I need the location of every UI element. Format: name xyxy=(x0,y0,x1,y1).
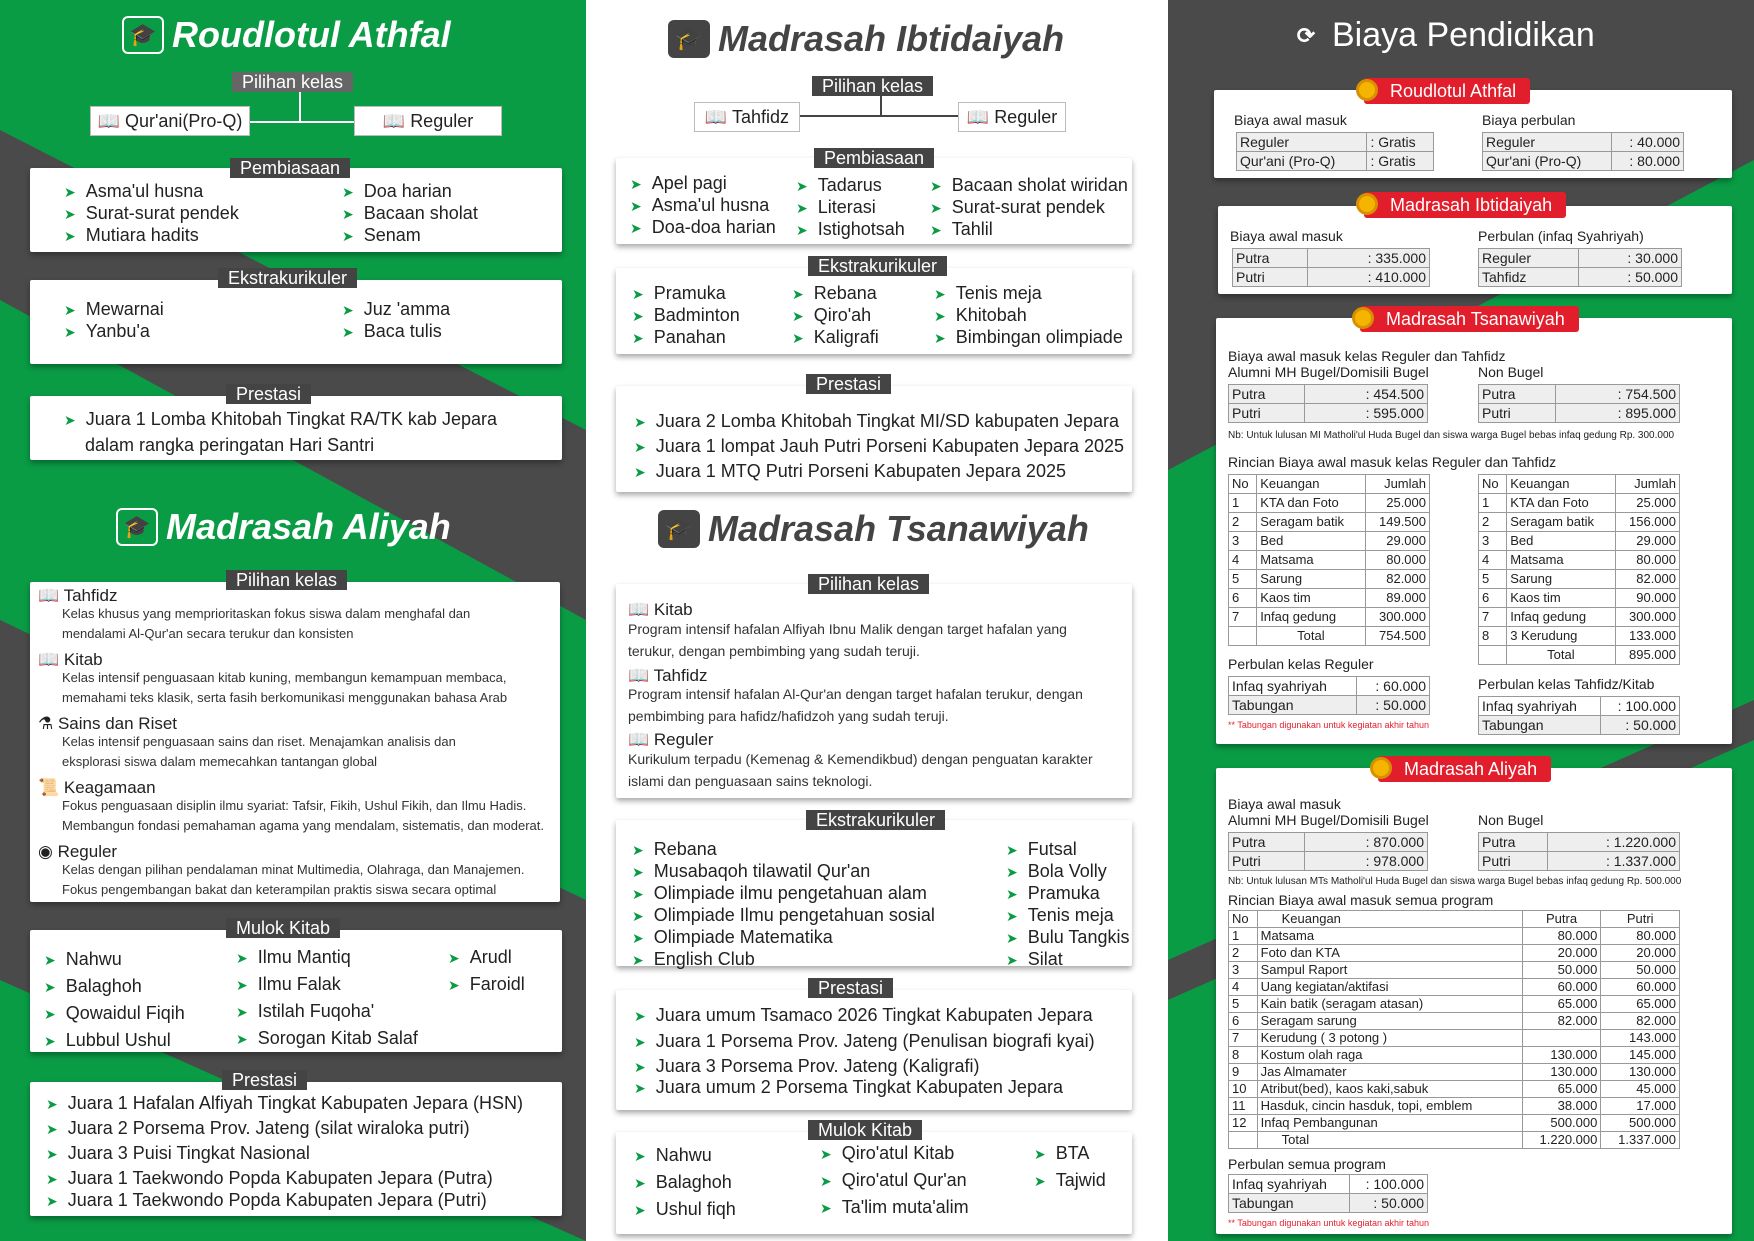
book-icon: 📖 xyxy=(38,650,64,669)
fee-table: Reguler : 40.000 Qur'ani (Pro-Q) : 80.000 xyxy=(1482,132,1684,171)
list-item: ➤ Bacaan sholat xyxy=(342,203,478,223)
biaya-label: Non Bugel xyxy=(1478,364,1544,380)
mts-mulok-tag: Mulok Kitab xyxy=(808,1120,922,1140)
mi-kelas-tahfidz-label: Tahfidz xyxy=(732,107,790,127)
panel-biaya xyxy=(1168,0,1754,1241)
list-item: ➤ Mutiara hadits xyxy=(64,225,199,245)
list-item: ➤ Nahwu xyxy=(634,1145,712,1165)
list-item: ➤ Literasi xyxy=(796,197,876,217)
list-item: ➤ Juara 2 Lomba Khitobah Tingkat MI/SD kabupaten Jepara xyxy=(634,411,1120,431)
program-desc: eksplorasi siswa dalam memecahkan tantangan global xyxy=(62,754,378,769)
list-item: ➤ Qiro'atul Qur'an xyxy=(820,1170,967,1190)
mi-kelas-reguler-label: Reguler xyxy=(994,107,1058,127)
book-icon: 📖 xyxy=(382,111,411,131)
biaya-mi-card xyxy=(1218,206,1732,294)
program-desc: mendalami Al-Qur'an secara terukur dan konsisten xyxy=(62,626,354,641)
list-item: ➤ Lubbul Ushul xyxy=(44,1030,171,1050)
medal-icon xyxy=(1352,307,1374,329)
biaya-label: Biaya awal masuk xyxy=(1230,228,1343,244)
list-item: ➤ Arudl xyxy=(448,947,512,967)
biaya-label: Biaya awal masuk kelas Reguler dan Tahfidz xyxy=(1228,348,1506,364)
ma-heading xyxy=(116,506,451,548)
list-item: ➤ Musabaqoh tilawatil Qur'an xyxy=(632,861,871,881)
fee-table: No Keuangan Jumlah 1 KTA dan Foto 25.000 2 Seragam batik 149.500 3 Bed 29.000 4 Matsama 80.000 5 Sarung 82.000 6 Kaos tim 89.000 7 Infaq gedung 300.000 Total 754.500 xyxy=(1228,474,1430,646)
fee-table: Infaq syahriyah : 60.000 Tabungan : 50.000 xyxy=(1228,676,1430,715)
program-name: 📖 Kitab xyxy=(38,650,103,669)
list-item: ➤ Senam xyxy=(342,225,421,245)
graduation-cap-icon: 🎓 xyxy=(122,16,164,54)
biaya-note: Nb: Untuk lulusan MTs Matholi'ul Huda Bugel dan siswa warga Bugel bebas infaq gedung Rp. 500.000 xyxy=(1228,876,1682,887)
book-icon: 📖 xyxy=(966,107,995,127)
list-item: ➤ Juara 3 Porsema Prov. Jateng (Kaligrafi) xyxy=(634,1056,980,1076)
pin-icon: ◉ xyxy=(38,842,58,861)
ra-kelas-quran-label: Qur'ani(Pro-Q) xyxy=(124,111,243,131)
ra-pembiasaan-card xyxy=(30,168,562,252)
ra-pembiasaan-tag: Pembiasaan xyxy=(230,158,350,178)
list-item: ➤ Juara 1 MTQ Putri Porseni Kabupaten Jepara 2025 xyxy=(634,461,1066,481)
ra-title: Roudlotul Athfal xyxy=(172,14,451,55)
ra-pilihan-tag: Pilihan kelas xyxy=(232,72,353,92)
list-item: ➤ Asma'ul husna xyxy=(64,181,204,201)
biaya-label: Biaya awal masuk xyxy=(1228,796,1341,812)
fee-table: Putra : 454.500 Putri : 595.000 xyxy=(1228,384,1428,423)
list-item: ➤ Bacaan sholat wiridan xyxy=(930,175,1128,195)
biaya-label: Alumni MH Bugel/Domisili Bugel xyxy=(1228,364,1429,380)
mi-title: Madrasah Ibtidaiyah xyxy=(718,18,1065,59)
list-item: ➤ Rebana xyxy=(792,283,877,303)
list-item: ➤ Juara 1 Hafalan Alfiyah Tingkat Kabupaten Jepara (HSN) xyxy=(46,1093,523,1113)
biaya-label: Perbulan (infaq Syahriyah) xyxy=(1478,228,1644,244)
list-item: ➤ Istighotsah xyxy=(796,219,905,239)
medal-icon xyxy=(1356,193,1378,215)
program-desc: Kelas intensif penguasaan sains dan riset. Menajamkan analisis dan xyxy=(62,734,456,749)
fee-table: Putra : 335.000 Putri : 410.000 xyxy=(1232,248,1430,287)
biaya-label: Rincian Biaya awal masuk semua program xyxy=(1228,892,1494,908)
list-item: ➤ Juara 2 Porsema Prov. Jateng (silat wiraloka putri) xyxy=(46,1118,470,1138)
list-item: ➤ Qiro'ah xyxy=(792,305,872,325)
fee-table: Putra : 870.000 Putri : 978.000 xyxy=(1228,832,1428,871)
program-desc: Fokus pengembangan bakat dan keterampilan praktis siswa secara optimal xyxy=(62,882,497,897)
list-item: ➤ Nahwu xyxy=(44,949,122,969)
program-name: 📖 Tahfidz xyxy=(628,666,708,685)
list-item: ➤ Tenis meja xyxy=(1006,905,1114,925)
list-item: ➤ Juara 1 Porsema Prov. Jateng (Penulisan biografi kyai) xyxy=(634,1031,1095,1051)
list-item: ➤ Sorogan Kitab Salaf xyxy=(236,1028,418,1048)
program-desc: Kelas intensif penguasaan kitab kuning, membangun kemampuan membaca, xyxy=(62,670,507,685)
list-item: ➤ Apel pagi xyxy=(630,173,727,193)
book-icon: 📖 xyxy=(38,586,64,605)
program-desc: Membangun fondasi pemahaman agama yang mendalam, sistematis, dan moderat. xyxy=(62,818,544,833)
program-desc: Kelas dengan pilihan pendalaman minat Multimedia, Olahraga, dan Manajemen. xyxy=(62,862,525,877)
fee-table: No Keuangan Jumlah 1 KTA dan Foto 25.000 2 Seragam batik 156.000 3 Bed 29.000 4 Matsama 80.000 5 Sarung 82.000 6 Kaos tim 90.000 7 Infaq gedung 300.000 8 3 Kerudung 133.000 Total 895.000 xyxy=(1478,474,1680,665)
mi-heading xyxy=(668,18,1064,60)
mi-ekstra-card xyxy=(616,268,1132,354)
list-item: ➤ Kaligrafi xyxy=(792,327,879,347)
mts-ekstra-card xyxy=(616,820,1132,969)
mi-prestasi-tag: Prestasi xyxy=(806,374,891,394)
list-item: ➤ Rebana xyxy=(632,839,717,859)
list-item: ➤ Tajwid xyxy=(1034,1170,1106,1190)
fee-table: Putra : 754.500 Putri : 895.000 xyxy=(1478,384,1680,423)
list-item: ➤ Balaghoh xyxy=(44,976,142,996)
list-item: ➤ Bulu Tangkis xyxy=(1006,927,1130,947)
biaya-label: Rincian Biaya awal masuk kelas Reguler dan Tahfidz xyxy=(1228,454,1557,470)
list-item: ➤ Qiro'atul Kitab xyxy=(820,1143,955,1163)
list-item: ➤ Doa harian xyxy=(342,181,452,201)
mi-ekstra-tag: Ekstrakurikuler xyxy=(808,256,947,276)
biaya-label: Biaya perbulan xyxy=(1482,112,1576,128)
mi-kelas-reguler[interactable] xyxy=(958,102,1066,132)
biaya-heading xyxy=(1288,16,1595,55)
biaya-label: Perbulan kelas Tahfidz/Kitab xyxy=(1478,676,1655,692)
list-item: ➤ Juara 1 Lomba Khitobah Tingkat RA/TK kab Jepara xyxy=(64,409,497,429)
medal-icon xyxy=(1356,79,1378,101)
list-item: ➤ Ushul fiqh xyxy=(634,1199,736,1219)
list-item: ➤ Badminton xyxy=(632,305,740,325)
program-desc: Program intensif hafalan Alfiyah Ibnu Malik dengan target hafalan yang xyxy=(628,621,1067,637)
mi-pembiasaan-tag: Pembiasaan xyxy=(814,148,934,168)
list-item: ➤ Baca tulis xyxy=(342,321,442,341)
mi-pembiasaan-card xyxy=(616,158,1132,244)
list-item: ➤ Khitobah xyxy=(934,305,1027,325)
list-item: ➤ Asma'ul husna xyxy=(630,195,770,215)
biaya-rednote: ** Tabungan digunakan untuk kegiatan akhir tahun xyxy=(1228,720,1429,730)
list-item: ➤ Bola Volly xyxy=(1006,861,1107,881)
biaya-label: Perbulan semua program xyxy=(1228,1156,1386,1172)
ribbon-mi: Madrasah Ibtidaiyah xyxy=(1364,192,1566,218)
money-cycle-icon: ⟳ xyxy=(1296,22,1316,48)
book-icon: 📖 xyxy=(628,600,654,619)
mts-program-card xyxy=(616,584,1132,798)
list-item: ➤ Juara 1 Taekwondo Popda Kabupaten Jepara (Putra) xyxy=(46,1168,493,1188)
list-item: ➤ Pramuka xyxy=(1006,883,1100,903)
list-item: ➤ Balaghoh xyxy=(634,1172,732,1192)
list-item: ➤ Ta'lim muta'alim xyxy=(820,1197,969,1217)
list-item: ➤ Olimpiade ilmu pengetahuan alam xyxy=(632,883,927,903)
graduation-cap-icon: 🎓 xyxy=(668,20,710,58)
program-name: 📖 Reguler xyxy=(628,730,714,749)
ra-ekstra-card xyxy=(30,280,562,364)
ma-title: Madrasah Aliyah xyxy=(166,506,451,547)
biaya-note: Nb: Untuk lulusan MI Matholi'ul Huda Bugel dan siswa warga Bugel bebas infaq gedung Rp. 300.000 xyxy=(1228,430,1675,441)
list-item: ➤ Yanbu'a xyxy=(64,321,150,341)
fee-table-ma: No Keuangan Putra Putri 1 Matsama 80.000 80.000 2 Foto dan KTA 20.000 20.000 3 Sampul Raport 50.000 50.000 4 Uang kegiatan/aktifasi 60.000 60.000 5 Kain batik (seragam atasan) 65.000 65.000 6 Seragam sarung 82.000 82.000 7 Kerudung ( 3 potong ) 143.000 8 Kostum olah raga 130.000 145.000 9 Jas Almamater 130.000 130.000 10 Atribut(bed), kaos kaki,sabuk 65.000 45.000 11 Hasduk, cincin hasduk, topi, emblem 38.000 17.000 12 Infaq Pembangunan 500.000 500.000 Total 1.220.000 1.337.000 xyxy=(1228,910,1680,1149)
list-item: ➤ Bimbingan olimpiade xyxy=(934,327,1123,347)
program-name: 📖 Tahfidz xyxy=(38,586,118,605)
ma-prestasi-card xyxy=(30,1082,562,1216)
list-item: ➤ Surat-surat pendek xyxy=(930,197,1105,217)
fee-table: Infaq syahriyah : 100.000 Tabungan : 50.000 xyxy=(1228,1174,1428,1213)
program-desc: pembimbing para hafidz/hafidzoh yang sudah teruji. xyxy=(628,708,949,724)
book-icon: 📖 xyxy=(628,666,654,685)
list-item: ➤ Mewarnai xyxy=(64,299,164,319)
program-desc: Kurikulum terpadu (Kemenag & Kemendikbud) dengan penguatan karakter xyxy=(628,751,1093,767)
list-item: ➤ Tenis meja xyxy=(934,283,1042,303)
biaya-label: Perbulan kelas Reguler xyxy=(1228,656,1374,672)
list-item: ➤ Tadarus xyxy=(796,175,882,195)
biaya-ma-card xyxy=(1216,768,1732,1234)
ra-kelas-reguler[interactable] xyxy=(354,106,502,136)
graduation-cap-icon: 🎓 xyxy=(116,508,158,546)
ma-prestasi-tag: Prestasi xyxy=(222,1070,307,1090)
mts-heading xyxy=(658,508,1089,550)
list-item: ➤ Ilmu Falak xyxy=(236,974,341,994)
biaya-label: Non Bugel xyxy=(1478,812,1544,828)
list-item: ➤ Juara 1 lompat Jauh Putri Porseni Kabupaten Jepara 2025 xyxy=(634,436,1125,456)
mts-mulok-card xyxy=(616,1132,1132,1234)
fee-table: Putra : 1.220.000 Putri : 1.337.000 xyxy=(1478,832,1680,871)
biaya-mts-card xyxy=(1216,318,1732,744)
list-item: ➤ Istilah Fuqoha' xyxy=(236,1001,375,1021)
ma-mulok-tag: Mulok Kitab xyxy=(226,918,340,938)
book-icon: 📖 xyxy=(704,107,733,127)
list-item: ➤ Ilmu Mantiq xyxy=(236,947,351,967)
mi-prestasi-card xyxy=(616,386,1132,492)
list-item: ➤ Juara umum Tsamaco 2026 Tingkat Kabupaten Jepara xyxy=(634,1005,1093,1025)
program-desc: terukur, dengan pembimbing yang sudah teruji. xyxy=(628,643,920,659)
program-name: ◉ Reguler xyxy=(38,842,118,861)
mi-kelas-tahfidz[interactable] xyxy=(694,102,800,132)
program-desc: Fokus penguasaan disiplin ilmu syariat: Tafsir, Fikih, Ushul Fikih, dan Ilmu Hadis. xyxy=(62,798,527,813)
list-item: ➤ Pramuka xyxy=(632,283,726,303)
program-desc: memahami teks klasik, serta fasih berkomunikasi menggunakan bahasa Arab xyxy=(62,690,508,705)
list-item: ➤ Juz 'amma xyxy=(342,299,451,319)
ribbon-mts: Madrasah Tsanawiyah xyxy=(1360,306,1579,332)
program-desc: islami dan penguasaan sains teknologi. xyxy=(628,773,873,789)
biaya-title: Biaya Pendidikan xyxy=(1332,16,1595,54)
list-item: ➤ Juara 3 Puisi Tingkat Nasional xyxy=(46,1143,310,1163)
scroll-icon: 📜 xyxy=(38,778,64,797)
mts-pilihan-tag: Pilihan kelas xyxy=(808,574,929,594)
program-name: 📖 Kitab xyxy=(628,600,693,619)
list-item: ➤ Tahlil xyxy=(930,219,993,239)
list-item: dalam rangka peringatan Hari Santri xyxy=(85,435,375,455)
mi-pilihan-tag: Pilihan kelas xyxy=(812,76,933,96)
list-item: ➤ Panahan xyxy=(632,327,726,347)
list-item: ➤ Juara 1 Taekwondo Popda Kabupaten Jepara (Putri) xyxy=(46,1190,487,1210)
ra-kelas-reguler-label: Reguler xyxy=(410,111,474,131)
list-item: ➤ Surat-surat pendek xyxy=(64,203,239,223)
ribbon-ra: Roudlotul Athfal xyxy=(1364,78,1530,104)
mts-ekstra-tag: Ekstrakurikuler xyxy=(806,810,945,830)
list-item: ➤ Olimpiade Ilmu pengetahuan sosial xyxy=(632,905,935,925)
biaya-label: Biaya awal masuk xyxy=(1234,112,1347,128)
mts-prestasi-card xyxy=(616,990,1132,1110)
graduation-cap-icon: 🎓 xyxy=(658,510,700,548)
fee-table: Reguler : Gratis Qur'ani (Pro-Q) : Gratis xyxy=(1236,132,1434,171)
program-desc: Program intensif hafalan Al-Qur'an dengan target hafalan terukur, dengan xyxy=(628,686,1083,702)
ribbon-ma: Madrasah Aliyah xyxy=(1378,756,1551,782)
list-item: ➤ BTA xyxy=(1034,1143,1090,1163)
biaya-rednote: ** Tabungan digunakan untuk kegiatan akhir tahun xyxy=(1228,1218,1429,1228)
list-item: ➤ Juara umum 2 Porsema Tingkat Kabupaten Jepara xyxy=(634,1077,1063,1097)
ra-heading xyxy=(122,14,451,56)
mts-prestasi-tag: Prestasi xyxy=(808,978,893,998)
ma-pilihan-tag: Pilihan kelas xyxy=(226,570,347,590)
panel-mi-mts xyxy=(586,0,1168,1241)
fee-table: Reguler : 30.000 Tahfidz : 50.000 xyxy=(1478,248,1682,287)
biaya-label: Alumni MH Bugel/Domisili Bugel xyxy=(1228,812,1429,828)
ra-kelas-quran[interactable] xyxy=(90,106,250,136)
list-item: ➤ English Club xyxy=(632,949,755,969)
list-item: ➤ Faroidl xyxy=(448,974,525,994)
mts-title: Madrasah Tsanawiyah xyxy=(708,508,1089,549)
program-name: 📜 Keagamaan xyxy=(38,778,156,797)
ra-ekstra-tag: Ekstrakurikuler xyxy=(218,268,357,288)
fee-table: Infaq syahriyah : 100.000 Tabungan : 50.000 xyxy=(1478,696,1680,735)
ra-prestasi-tag: Prestasi xyxy=(226,384,311,404)
ma-program-card xyxy=(30,582,560,902)
flask-icon: ⚗ xyxy=(38,714,58,733)
book-icon: 📖 xyxy=(97,111,125,131)
book-icon: 📖 xyxy=(628,730,654,749)
panel-ra-ma xyxy=(0,0,586,1241)
ra-prestasi-card xyxy=(30,396,562,460)
list-item: ➤ Olimpiade Matematika xyxy=(632,927,833,947)
ma-mulok-card xyxy=(30,930,562,1052)
list-item: ➤ Futsal xyxy=(1006,839,1077,859)
medal-icon xyxy=(1370,757,1392,779)
list-item: ➤ Silat xyxy=(1006,949,1063,969)
list-item: ➤ Doa-doa harian xyxy=(630,217,776,237)
list-item: ➤ Qowaidul Fiqih xyxy=(44,1003,185,1023)
program-desc: Kelas khusus yang memprioritaskan fokus siswa dalam menghafal dan xyxy=(62,606,471,621)
program-name: ⚗ Sains dan Riset xyxy=(38,714,178,733)
